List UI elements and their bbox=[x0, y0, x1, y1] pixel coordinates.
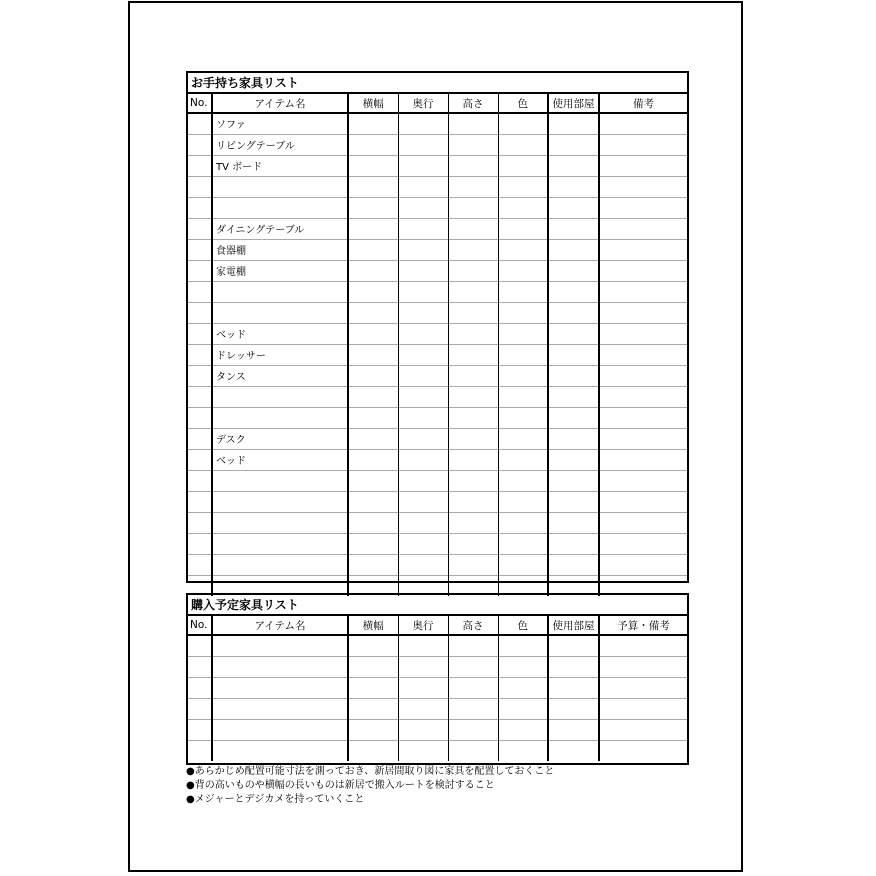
table-row bbox=[188, 134, 687, 155]
height-cell[interactable] bbox=[448, 176, 498, 197]
room-cell[interactable] bbox=[548, 677, 599, 698]
item-name-cell[interactable] bbox=[212, 512, 348, 533]
depth-cell[interactable] bbox=[398, 134, 448, 155]
table-row bbox=[188, 386, 687, 407]
depth-cell[interactable] bbox=[398, 365, 448, 386]
notes-cell[interactable] bbox=[599, 260, 687, 281]
no-cell[interactable] bbox=[188, 491, 212, 512]
room-cell[interactable] bbox=[548, 323, 599, 344]
height-cell[interactable] bbox=[448, 656, 498, 677]
notes-cell[interactable] bbox=[599, 491, 687, 512]
room-cell[interactable] bbox=[548, 719, 599, 740]
notes-cell[interactable] bbox=[599, 470, 687, 491]
color-cell[interactable] bbox=[498, 197, 548, 218]
notes-section bbox=[186, 765, 706, 807]
col-header-height: 高さ bbox=[448, 616, 498, 635]
color-cell[interactable] bbox=[498, 449, 548, 470]
room-cell[interactable] bbox=[548, 698, 599, 719]
table-row bbox=[188, 449, 687, 470]
width-cell[interactable] bbox=[348, 635, 398, 656]
height-cell[interactable] bbox=[448, 407, 498, 428]
owned-header-row bbox=[188, 94, 687, 113]
height-cell[interactable] bbox=[448, 155, 498, 176]
width-cell[interactable] bbox=[348, 344, 398, 365]
width-cell[interactable] bbox=[348, 176, 398, 197]
depth-cell[interactable] bbox=[398, 239, 448, 260]
color-cell[interactable] bbox=[498, 470, 548, 491]
notes-cell[interactable] bbox=[599, 449, 687, 470]
depth-cell[interactable] bbox=[398, 428, 448, 449]
room-cell[interactable] bbox=[548, 197, 599, 218]
height-cell[interactable] bbox=[448, 554, 498, 575]
width-cell[interactable] bbox=[348, 491, 398, 512]
width-cell[interactable] bbox=[348, 719, 398, 740]
width-cell[interactable] bbox=[348, 218, 398, 239]
room-cell[interactable] bbox=[548, 134, 599, 155]
depth-cell[interactable] bbox=[398, 698, 448, 719]
height-cell[interactable] bbox=[448, 218, 498, 239]
table-row bbox=[188, 554, 687, 575]
notes-cell[interactable] bbox=[599, 176, 687, 197]
width-cell[interactable] bbox=[348, 470, 398, 491]
item-name-cell[interactable]: ベッド bbox=[212, 449, 348, 470]
depth-cell[interactable] bbox=[398, 113, 448, 134]
room-cell[interactable] bbox=[548, 554, 599, 575]
width-cell[interactable] bbox=[348, 302, 398, 323]
no-cell[interactable] bbox=[188, 218, 212, 239]
depth-cell[interactable] bbox=[398, 197, 448, 218]
notes-cell[interactable] bbox=[599, 635, 687, 656]
color-cell[interactable] bbox=[498, 656, 548, 677]
width-cell[interactable] bbox=[348, 155, 398, 176]
color-cell[interactable] bbox=[498, 512, 548, 533]
notes-cell[interactable] bbox=[599, 344, 687, 365]
height-cell[interactable] bbox=[448, 113, 498, 134]
color-cell[interactable] bbox=[498, 677, 548, 698]
color-cell[interactable] bbox=[498, 302, 548, 323]
item-name-cell[interactable] bbox=[212, 656, 348, 677]
no-cell[interactable] bbox=[188, 512, 212, 533]
no-cell[interactable] bbox=[188, 176, 212, 197]
no-cell[interactable] bbox=[188, 656, 212, 677]
table-row bbox=[188, 281, 687, 302]
room-cell[interactable] bbox=[548, 344, 599, 365]
no-cell[interactable] bbox=[188, 281, 212, 302]
depth-cell[interactable] bbox=[398, 281, 448, 302]
height-cell[interactable] bbox=[448, 719, 498, 740]
width-cell[interactable] bbox=[348, 449, 398, 470]
item-name-cell[interactable] bbox=[212, 533, 348, 554]
depth-cell[interactable] bbox=[398, 344, 448, 365]
planned-list-title: 購入予定家具リスト bbox=[188, 595, 687, 616]
depth-cell[interactable] bbox=[398, 656, 448, 677]
width-cell[interactable] bbox=[348, 113, 398, 134]
no-cell[interactable] bbox=[188, 155, 212, 176]
notes-cell[interactable] bbox=[599, 677, 687, 698]
color-cell[interactable] bbox=[498, 344, 548, 365]
table-row bbox=[188, 512, 687, 533]
width-cell[interactable] bbox=[348, 260, 398, 281]
width-cell[interactable] bbox=[348, 386, 398, 407]
color-cell[interactable] bbox=[498, 323, 548, 344]
item-name-cell[interactable]: デスク bbox=[212, 428, 348, 449]
table-row bbox=[188, 260, 687, 281]
no-cell[interactable] bbox=[188, 134, 212, 155]
planned-furniture-table bbox=[188, 616, 687, 761]
notes-cell[interactable] bbox=[599, 407, 687, 428]
owned-table-body bbox=[188, 113, 687, 596]
table-row bbox=[188, 239, 687, 260]
color-cell[interactable] bbox=[498, 176, 548, 197]
note-line: ●あらかじめ配置可能寸法を測っておき、新居間取り図に家具を配置しておくこと bbox=[186, 766, 555, 777]
color-cell[interactable] bbox=[498, 491, 548, 512]
item-name-cell[interactable]: タンス bbox=[212, 365, 348, 386]
room-cell[interactable] bbox=[548, 656, 599, 677]
table-row bbox=[188, 218, 687, 239]
room-cell[interactable] bbox=[548, 176, 599, 197]
no-cell[interactable] bbox=[188, 197, 212, 218]
item-name-cell[interactable] bbox=[212, 281, 348, 302]
color-cell[interactable] bbox=[498, 239, 548, 260]
table-row bbox=[188, 698, 687, 719]
room-cell[interactable] bbox=[548, 449, 599, 470]
room-cell[interactable] bbox=[548, 155, 599, 176]
room-cell[interactable] bbox=[548, 740, 599, 761]
col-header-no: No. bbox=[188, 616, 212, 635]
item-name-cell[interactable] bbox=[212, 407, 348, 428]
col-header-width: 横幅 bbox=[348, 616, 398, 635]
item-name-cell[interactable]: 食器棚 bbox=[212, 239, 348, 260]
no-cell[interactable] bbox=[188, 428, 212, 449]
notes-cell[interactable] bbox=[599, 281, 687, 302]
width-cell[interactable] bbox=[348, 740, 398, 761]
planned-furniture-list bbox=[186, 593, 689, 765]
width-cell[interactable] bbox=[348, 656, 398, 677]
depth-cell[interactable] bbox=[398, 407, 448, 428]
depth-cell[interactable] bbox=[398, 449, 448, 470]
owned-list-title: お手持ち家具リスト bbox=[188, 73, 687, 94]
item-name-cell[interactable]: リビングテーブル bbox=[212, 134, 348, 155]
table-row bbox=[188, 491, 687, 512]
table-row bbox=[188, 677, 687, 698]
height-cell[interactable] bbox=[448, 281, 498, 302]
depth-cell[interactable] bbox=[398, 719, 448, 740]
depth-cell[interactable] bbox=[398, 218, 448, 239]
width-cell[interactable] bbox=[348, 134, 398, 155]
room-cell[interactable] bbox=[548, 218, 599, 239]
height-cell[interactable] bbox=[448, 323, 498, 344]
color-cell[interactable] bbox=[498, 113, 548, 134]
height-cell[interactable] bbox=[448, 260, 498, 281]
item-name-cell[interactable] bbox=[212, 470, 348, 491]
depth-cell[interactable] bbox=[398, 491, 448, 512]
width-cell[interactable] bbox=[348, 428, 398, 449]
color-cell[interactable] bbox=[498, 260, 548, 281]
planned-header-row bbox=[188, 616, 687, 635]
width-cell[interactable] bbox=[348, 533, 398, 554]
notes-cell[interactable] bbox=[599, 365, 687, 386]
table-row bbox=[188, 656, 687, 677]
room-cell[interactable] bbox=[548, 407, 599, 428]
width-cell[interactable] bbox=[348, 554, 398, 575]
table-row bbox=[188, 533, 687, 554]
col-header-item-name: アイテム名 bbox=[212, 616, 348, 635]
table-row bbox=[188, 344, 687, 365]
no-cell[interactable] bbox=[188, 239, 212, 260]
width-cell[interactable] bbox=[348, 323, 398, 344]
col-header-color: 色 bbox=[498, 616, 548, 635]
no-cell[interactable] bbox=[188, 533, 212, 554]
color-cell[interactable] bbox=[498, 719, 548, 740]
depth-cell[interactable] bbox=[398, 470, 448, 491]
table-row bbox=[188, 407, 687, 428]
room-cell[interactable] bbox=[548, 512, 599, 533]
item-name-cell[interactable] bbox=[212, 719, 348, 740]
room-cell[interactable] bbox=[548, 428, 599, 449]
table-row bbox=[188, 719, 687, 740]
width-cell[interactable] bbox=[348, 197, 398, 218]
height-cell[interactable] bbox=[448, 677, 498, 698]
item-name-cell[interactable]: ドレッサー bbox=[212, 344, 348, 365]
owned-furniture-table bbox=[188, 94, 687, 596]
no-cell[interactable] bbox=[188, 677, 212, 698]
notes-cell[interactable] bbox=[599, 428, 687, 449]
depth-cell[interactable] bbox=[398, 554, 448, 575]
room-cell[interactable] bbox=[548, 260, 599, 281]
item-name-cell[interactable] bbox=[212, 302, 348, 323]
no-cell[interactable] bbox=[188, 635, 212, 656]
table-row bbox=[188, 113, 687, 134]
notes-cell[interactable] bbox=[599, 113, 687, 134]
depth-cell[interactable] bbox=[398, 260, 448, 281]
room-cell[interactable] bbox=[548, 470, 599, 491]
note-line: ●背の高いものや横幅の長いものは新居で搬入ルートを検討すること bbox=[186, 780, 495, 791]
col-header-no: No. bbox=[188, 94, 212, 113]
note-line: ●メジャーとデジカメを持っていくこと bbox=[186, 794, 365, 805]
depth-cell[interactable] bbox=[398, 740, 448, 761]
item-name-cell[interactable] bbox=[212, 554, 348, 575]
item-name-cell[interactable]: ダイニングテーブル bbox=[212, 218, 348, 239]
owned-furniture-list bbox=[186, 71, 689, 583]
color-cell[interactable] bbox=[498, 554, 548, 575]
depth-cell[interactable] bbox=[398, 176, 448, 197]
color-cell[interactable] bbox=[498, 635, 548, 656]
no-cell[interactable] bbox=[188, 719, 212, 740]
color-cell[interactable] bbox=[498, 155, 548, 176]
item-name-cell[interactable]: TV ボード bbox=[212, 155, 348, 176]
width-cell[interactable] bbox=[348, 698, 398, 719]
height-cell[interactable] bbox=[448, 428, 498, 449]
room-cell[interactable] bbox=[548, 113, 599, 134]
item-name-cell[interactable]: ベッド bbox=[212, 323, 348, 344]
room-cell[interactable] bbox=[548, 281, 599, 302]
height-cell[interactable] bbox=[448, 134, 498, 155]
col-header-height: 高さ bbox=[448, 94, 498, 113]
notes-cell[interactable] bbox=[599, 302, 687, 323]
notes-cell[interactable] bbox=[599, 323, 687, 344]
item-name-cell[interactable]: 家電棚 bbox=[212, 260, 348, 281]
room-cell[interactable] bbox=[548, 365, 599, 386]
height-cell[interactable] bbox=[448, 344, 498, 365]
height-cell[interactable] bbox=[448, 365, 498, 386]
no-cell[interactable] bbox=[188, 554, 212, 575]
color-cell[interactable] bbox=[498, 365, 548, 386]
notes-cell[interactable] bbox=[599, 155, 687, 176]
planned-table-body bbox=[188, 635, 687, 761]
col-header-depth: 奥行 bbox=[398, 94, 448, 113]
table-row bbox=[188, 635, 687, 656]
notes-cell[interactable] bbox=[599, 533, 687, 554]
room-cell[interactable] bbox=[548, 239, 599, 260]
col-header-width: 横幅 bbox=[348, 94, 398, 113]
room-cell[interactable] bbox=[548, 386, 599, 407]
height-cell[interactable] bbox=[448, 533, 498, 554]
item-name-cell[interactable] bbox=[212, 386, 348, 407]
color-cell[interactable] bbox=[498, 698, 548, 719]
item-name-cell[interactable]: ソファ bbox=[212, 113, 348, 134]
notes-cell[interactable] bbox=[599, 197, 687, 218]
color-cell[interactable] bbox=[498, 407, 548, 428]
no-cell[interactable] bbox=[188, 470, 212, 491]
color-cell[interactable] bbox=[498, 218, 548, 239]
width-cell[interactable] bbox=[348, 677, 398, 698]
height-cell[interactable] bbox=[448, 449, 498, 470]
item-name-cell[interactable] bbox=[212, 197, 348, 218]
table-row bbox=[188, 155, 687, 176]
item-name-cell[interactable] bbox=[212, 740, 348, 761]
height-cell[interactable] bbox=[448, 635, 498, 656]
col-header-budget-notes: 予算・備考 bbox=[599, 616, 687, 635]
notes-cell[interactable] bbox=[599, 719, 687, 740]
col-header-depth: 奥行 bbox=[398, 616, 448, 635]
no-cell[interactable] bbox=[188, 698, 212, 719]
no-cell[interactable] bbox=[188, 407, 212, 428]
notes-cell[interactable] bbox=[599, 656, 687, 677]
depth-cell[interactable] bbox=[398, 302, 448, 323]
room-cell[interactable] bbox=[548, 491, 599, 512]
color-cell[interactable] bbox=[498, 386, 548, 407]
depth-cell[interactable] bbox=[398, 323, 448, 344]
item-name-cell[interactable] bbox=[212, 635, 348, 656]
col-header-item-name: アイテム名 bbox=[212, 94, 348, 113]
depth-cell[interactable] bbox=[398, 512, 448, 533]
color-cell[interactable] bbox=[498, 134, 548, 155]
no-cell[interactable] bbox=[188, 260, 212, 281]
color-cell[interactable] bbox=[498, 533, 548, 554]
room-cell[interactable] bbox=[548, 635, 599, 656]
col-header-notes: 備考 bbox=[599, 94, 687, 113]
color-cell[interactable] bbox=[498, 428, 548, 449]
item-name-cell[interactable] bbox=[212, 677, 348, 698]
no-cell[interactable] bbox=[188, 344, 212, 365]
notes-cell[interactable] bbox=[599, 740, 687, 761]
no-cell[interactable] bbox=[188, 740, 212, 761]
notes-cell[interactable] bbox=[599, 218, 687, 239]
height-cell[interactable] bbox=[448, 491, 498, 512]
notes-cell[interactable] bbox=[599, 698, 687, 719]
notes-cell[interactable] bbox=[599, 512, 687, 533]
depth-cell[interactable] bbox=[398, 155, 448, 176]
height-cell[interactable] bbox=[448, 740, 498, 761]
table-row bbox=[188, 302, 687, 323]
no-cell[interactable] bbox=[188, 113, 212, 134]
table-row bbox=[188, 470, 687, 491]
width-cell[interactable] bbox=[348, 281, 398, 302]
depth-cell[interactable] bbox=[398, 677, 448, 698]
notes-cell[interactable] bbox=[599, 134, 687, 155]
width-cell[interactable] bbox=[348, 365, 398, 386]
height-cell[interactable] bbox=[448, 698, 498, 719]
table-row bbox=[188, 365, 687, 386]
no-cell[interactable] bbox=[188, 365, 212, 386]
notes-cell[interactable] bbox=[599, 239, 687, 260]
width-cell[interactable] bbox=[348, 512, 398, 533]
height-cell[interactable] bbox=[448, 512, 498, 533]
notes-cell[interactable] bbox=[599, 386, 687, 407]
room-cell[interactable] bbox=[548, 533, 599, 554]
depth-cell[interactable] bbox=[398, 533, 448, 554]
height-cell[interactable] bbox=[448, 386, 498, 407]
depth-cell[interactable] bbox=[398, 635, 448, 656]
item-name-cell[interactable] bbox=[212, 491, 348, 512]
col-header-color: 色 bbox=[498, 94, 548, 113]
no-cell[interactable] bbox=[188, 323, 212, 344]
height-cell[interactable] bbox=[448, 239, 498, 260]
no-cell[interactable] bbox=[188, 302, 212, 323]
table-row bbox=[188, 197, 687, 218]
height-cell[interactable] bbox=[448, 470, 498, 491]
room-cell[interactable] bbox=[548, 302, 599, 323]
height-cell[interactable] bbox=[448, 197, 498, 218]
item-name-cell[interactable] bbox=[212, 176, 348, 197]
table-row bbox=[188, 176, 687, 197]
table-row bbox=[188, 428, 687, 449]
table-row bbox=[188, 323, 687, 344]
no-cell[interactable] bbox=[188, 449, 212, 470]
col-header-room: 使用部屋 bbox=[548, 94, 599, 113]
depth-cell[interactable] bbox=[398, 386, 448, 407]
table-row bbox=[188, 740, 687, 761]
no-cell[interactable] bbox=[188, 386, 212, 407]
notes-cell[interactable] bbox=[599, 554, 687, 575]
height-cell[interactable] bbox=[448, 302, 498, 323]
item-name-cell[interactable] bbox=[212, 698, 348, 719]
color-cell[interactable] bbox=[498, 281, 548, 302]
color-cell[interactable] bbox=[498, 740, 548, 761]
col-header-room: 使用部屋 bbox=[548, 616, 599, 635]
width-cell[interactable] bbox=[348, 239, 398, 260]
width-cell[interactable] bbox=[348, 407, 398, 428]
